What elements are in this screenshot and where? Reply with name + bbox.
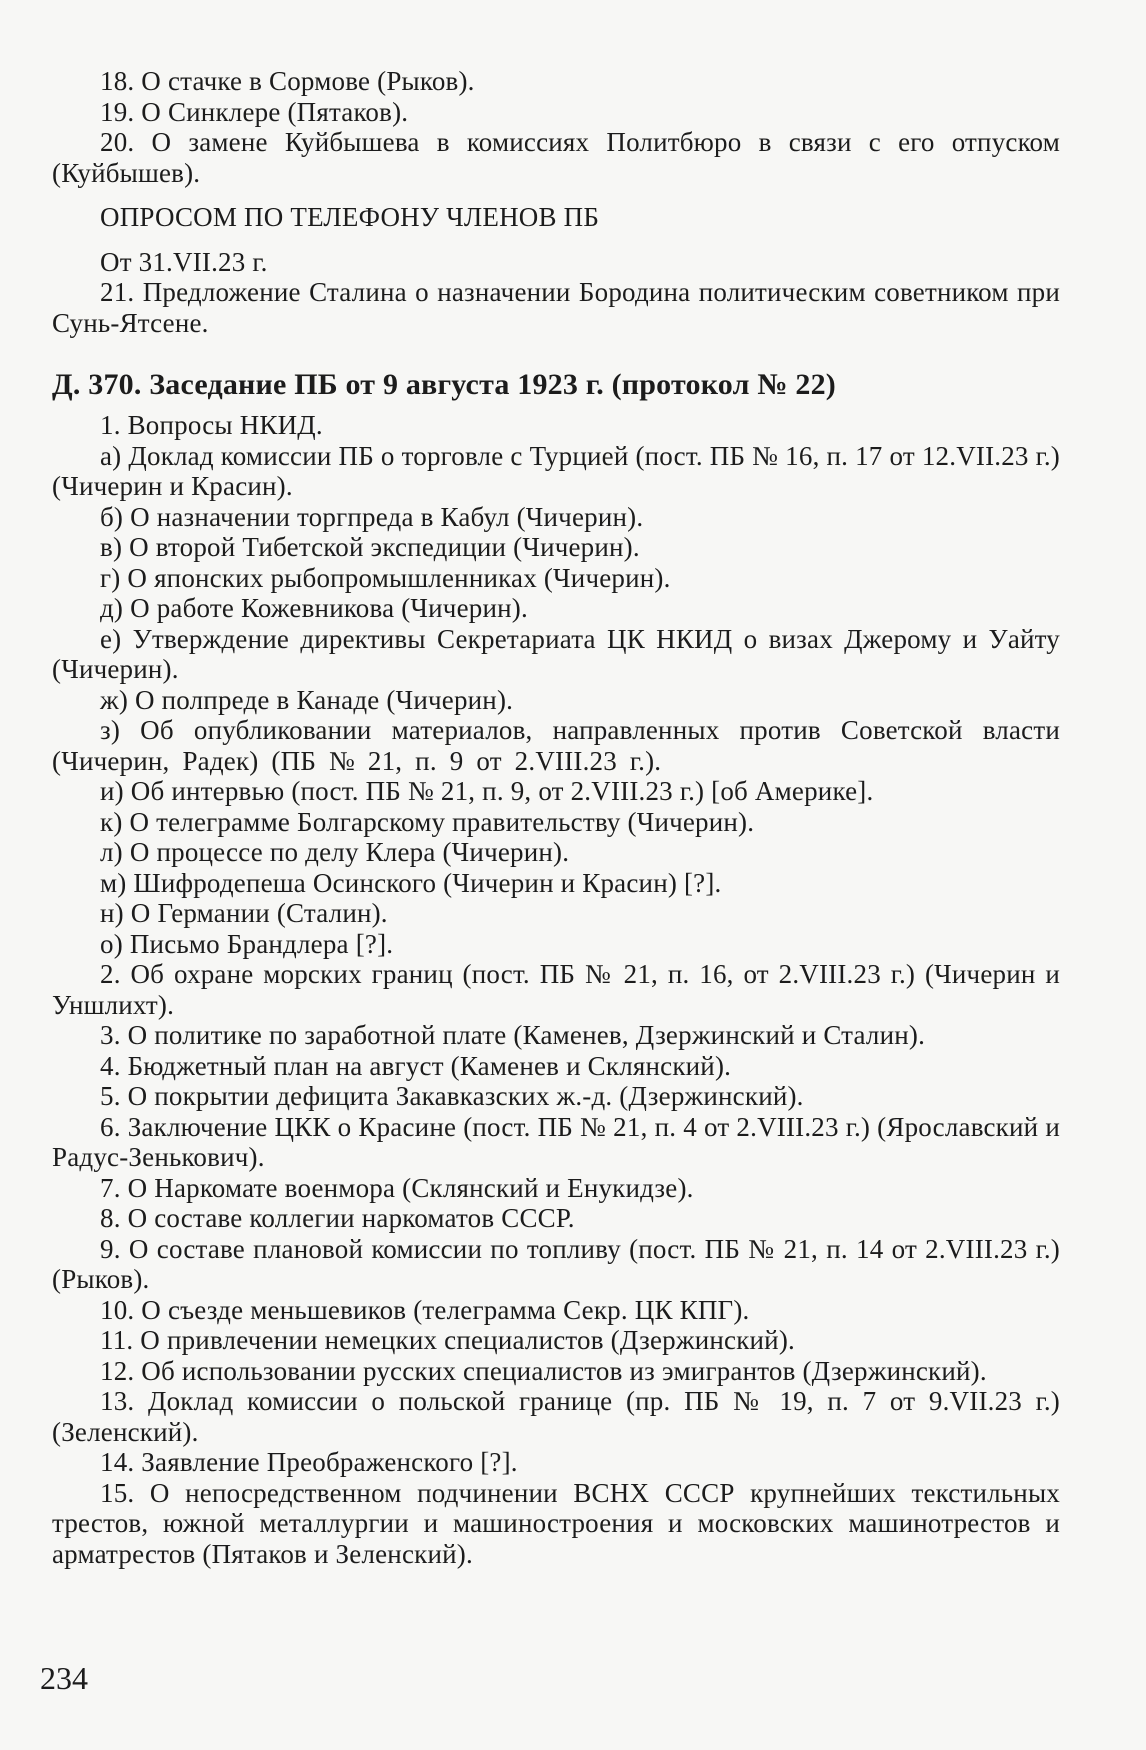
agenda-item: 2. Об охране морских границ (пост. ПБ № 21, п. 16, от 2.VIII.23 г.) (Чичерин и Уншлихт). (52, 959, 1060, 1020)
agenda-item-21: 21. Предложение Сталина о назначении Бородина политическим советником при Сунь-Ятсене. (52, 277, 1060, 338)
agenda-item: 10. О съезде меньшевиков (телеграмма Секр. ЦК КПГ). (100, 1294, 750, 1325)
agenda-item-18: 18. О стачке в Сормове (Рыков). (100, 66, 475, 96)
agenda-item: 6. Заключение ЦКК о Красине (пост. ПБ № 21, п. 4 от 2.VIII.23 г.) (Ярославский и Радус-Зенькович). (52, 1111, 1060, 1172)
agenda-subitem: н) О Германии (Сталин). (100, 898, 388, 928)
page-number: 234 (40, 1660, 88, 1696)
agenda-subitem: е) Утверждение директивы Секретариата ЦК НКИД о визах Джерому и Уайту (Чичерин). (52, 623, 1060, 684)
phone-poll-header: ОПРОСОМ ПО ТЕЛЕФОНУ ЧЛЕНОВ ПБ (100, 202, 600, 232)
agenda-item-19: 19. О Синклере (Пятаков). (100, 96, 409, 127)
agenda-subitem: д) О работе Кожевникова (Чичерин). (100, 593, 528, 623)
agenda-item: 9. О составе плановой комиссии по топливу (пост. ПБ № 21, п. 14 от 2.VIII.23 г.) (Рыков). (52, 1233, 1060, 1294)
agenda-subitem: л) О процессе по делу Клера (Чичерин). (100, 837, 570, 867)
agenda-subitem: г) О японских рыбопромышленниках (Чичерин). (100, 562, 671, 593)
agenda-subitem: и) Об интервью (пост. ПБ № 21, п. 9, от 2.VIII.23 г.) [об Америке]. (100, 776, 874, 806)
agenda-item: 4. Бюджетный план на август (Каменев и Склянский). (100, 1050, 732, 1081)
agenda-subitem: к) О телеграмме Болгарскому правительству (Чичерин). (100, 806, 755, 837)
agenda-subitem: б) О назначении торгпреда в Кабул (Чичерин). (100, 501, 644, 532)
agenda-item: 5. О покрытии дефицита Закавказских ж.-д. (Дзержинский). (100, 1081, 804, 1111)
agenda-item: 12. Об использовании русских специалистов из эмигрантов (Дзержинский). (100, 1355, 987, 1386)
agenda-item: 3. О политике по заработной плате (Каменев, Дзержинский и Сталин). (100, 1020, 926, 1050)
agenda-subitem: ж) О полпреде в Канаде (Чичерин). (100, 684, 514, 715)
phone-poll-date: От 31.VII.23 г. (100, 246, 268, 277)
agenda-item: 13. Доклад комиссии о польской границе (пр. ПБ № 19, п. 7 от 9.VII.23 г.) (Зеленский). (52, 1386, 1060, 1447)
agenda-item: 8. О составе коллегии наркоматов СССР. (100, 1203, 575, 1233)
agenda-item: 7. О Наркомате военмора (Склянский и Енукидзе). (100, 1172, 694, 1203)
agenda-subitem: в) О второй Тибетской экспедиции (Чичерин). (100, 532, 640, 562)
agenda-subitem: з) Об опубликовании материалов, направленных против Советской власти (Чичерин, Радек) (ПБ № 21, п. 9 от 2.VIII.23 г.). (52, 715, 1060, 776)
agenda-subitem: а) Доклад комиссии ПБ о торговле с Турцией (пост. ПБ № 16, п. 17 от 12.VII.23 г.) (Чичерин и Красин). (52, 440, 1060, 501)
page-body (52, 66, 1060, 1569)
section-title: Д. 370. Заседание ПБ от 9 августа 1923 г. (протокол № 22) (52, 368, 836, 401)
agenda-item: 11. О привлечении немецких специалистов (Дзержинский). (100, 1325, 795, 1355)
agenda-item-20: 20. О замене Куйбышева в комиссиях Политбюро в связи с его отпуском (Куйбышев). (52, 127, 1060, 188)
agenda-subitem: м) Шифродепеша Осинского (Чичерин и Красин) [?]. (100, 867, 722, 898)
agenda-item: 14. Заявление Преображенского [?]. (100, 1447, 518, 1477)
agenda-subitem: о) Письмо Брандлера [?]. (100, 928, 394, 959)
agenda-item: 1. Вопросы НКИД. (100, 410, 323, 440)
agenda-item: 15. О непосредственном подчинении ВСНХ СССР крупнейших текстильных трестов, южной металлургии и машиностроения и московских машинотрестов и арматрестов (Пятаков и Зеленский). (52, 1477, 1060, 1569)
